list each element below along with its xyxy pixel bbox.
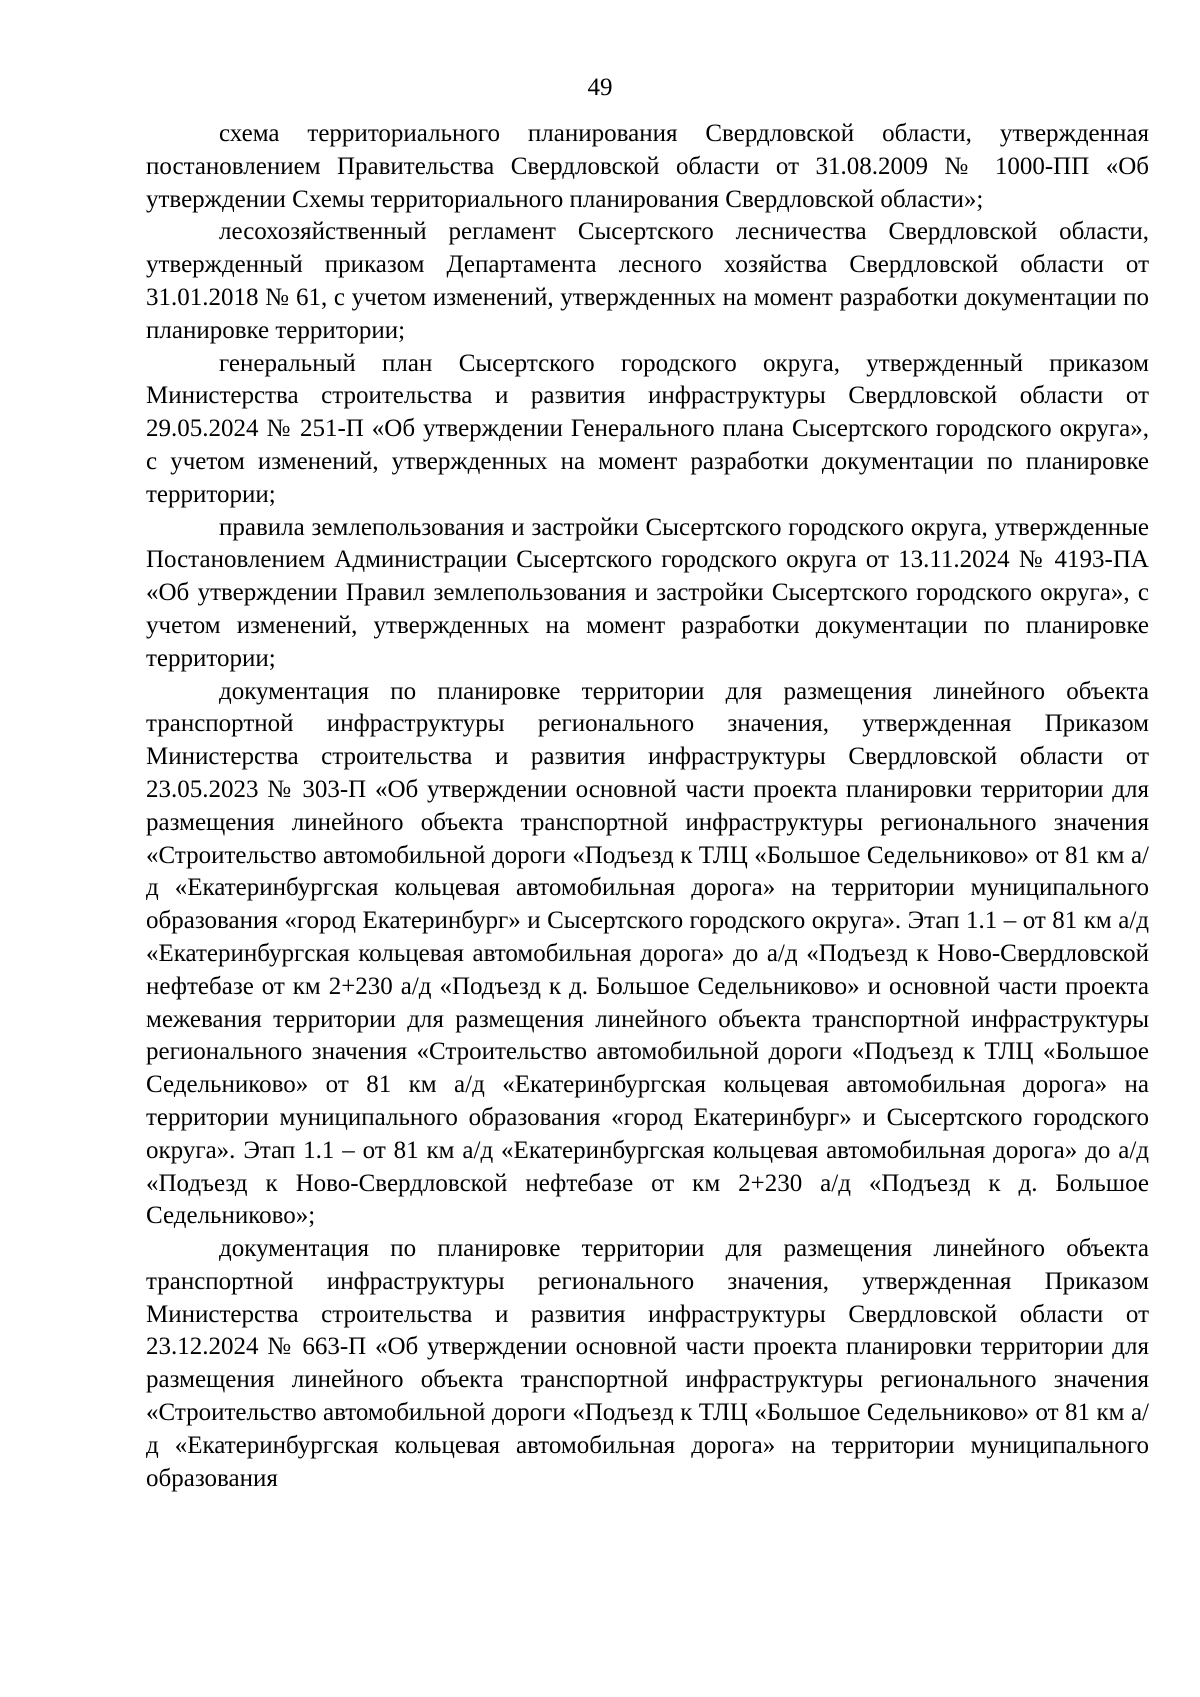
paragraph-planning-documentation-663: документация по планировке территории для размещения линейного объекта транспортной инфраструктуры регионального значения, утвержденная Приказом Министерства строительства и развития инфраструктуры Свердловской области от 23.12.2024 № 663-П «Об утверждении основной части проекта планировки территории для размещения линейного объекта транспортной инфраструктуры регионального значения «Строительство автомобильной дороги «Подъезд к ТЛЦ «Большое Седельниково» от 81 км а/д «Екатеринбургская кольцевая автомобильная дорога» на территории муниципального образования (146, 1235, 1149, 1492)
paragraph-territorial-planning-scheme: схема территориального планирования Свердловской области, утвержденная постановлением Правительства Свердловской области от 31.08.2009 № 1000-ПП «Об утверждении Схемы территориального планирования Свердловской области»; (146, 120, 1149, 213)
paragraph-general-plan: генеральный план Сысертского городского округа, утвержденный приказом Министерства строительства и развития инфраструктуры Свердловской области от 29.05.2024 № 251-П «Об утверждении Генерального плана Сысертского городского округа», с учетом изменений, утвержденных на момент разработки документации по планировке территории; (146, 349, 1149, 508)
paragraph-forestry-regulation: лесохозяйственный регламент Сысертского лесничества Свердловской области, утвержденный приказом Департамента лесного хозяйства Свердловской области от 31.01.2018 № 61, с учетом изменений, утвержденных на момент разработки документации по планировке территории; (146, 218, 1149, 344)
paragraph-planning-documentation-303: документация по планировке территории для размещения линейного объекта транспортной инфраструктуры регионального значения, утвержденная Приказом Министерства строительства и развития инфраструктуры Свердловской области от 23.05.2023 № 303-П «Об утверждении основной части проекта планировки территории для размещения линейного объекта транспортной инфраструктуры регионального значения «Строительство автомобильной дороги «Подъезд к ТЛЦ «Большое Седельниково» от 81 км а/д «Екатеринбургская кольцевая автомобильная дорога» на территории муниципального образования «город Екатеринбург» и Сысертского городского округа». Этап 1.1 – от 81 км а/д «Екатеринбургская кольцевая автомобильная дорога» до а/д «Подъезд к Ново-Свердловской нефтебазе от км 2+230 а/д «Подъезд к д. Большое Седельниково» и основной части проекта межевания территории для размещения линейного объекта транспортной инфраструктуры регионального значения «Строительство автомобильной дороги «Подъезд к ТЛЦ «Большое Седельниково» от 81 км а/д «Екатеринбургская кольцевая автомобильная дорога» на территории муниципального образования «город Екатеринбург» и Сысертского городского округа». Этап 1.1 – от 81 км а/д «Екатеринбургская кольцевая автомобильная дорога» до а/д «Подъезд к Ново-Свердловской нефтебазе от км 2+230 а/д «Подъезд к д. Большое Седельниково»; (146, 677, 1149, 1230)
page-number: 49 (587, 74, 613, 101)
paragraph-land-use-rules: правила землепользования и застройки Сысертского городского округа, утвержденные Постановлением Администрации Сысертского городского округа от 13.11.2024 № 4193-ПА «Об утверждении Правил землепользования и застройки Сысертского городского округа», с учетом изменений, утвержденных на момент разработки документации по планировке территории; (146, 513, 1149, 672)
document-body (146, 118, 1149, 1495)
